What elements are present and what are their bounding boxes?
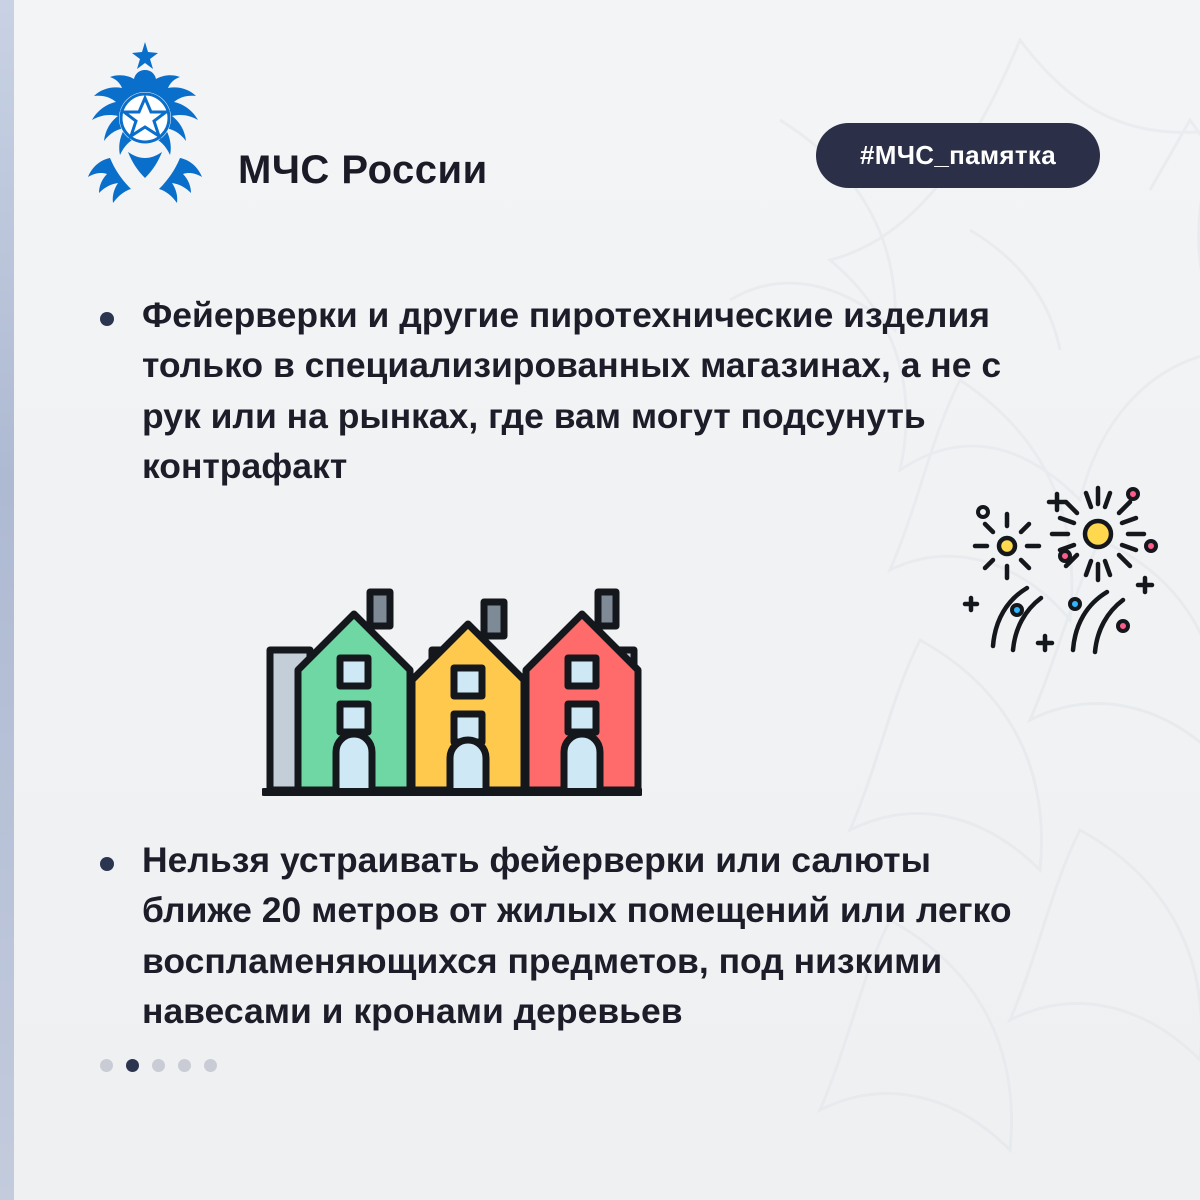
pagination-dot[interactable] — [126, 1059, 139, 1072]
bullet-dot-icon — [100, 857, 114, 871]
header — [60, 30, 1140, 220]
bullet-item-1 — [100, 290, 1060, 492]
hashtag-badge: #МЧС_памятка — [816, 123, 1100, 188]
pagination-dot[interactable] — [100, 1059, 113, 1072]
fireworks-icon — [955, 450, 1180, 675]
pagination-dot[interactable] — [152, 1059, 165, 1072]
emercom-emblem-icon — [80, 40, 210, 215]
houses-row-icon — [262, 562, 642, 812]
pagination-dot[interactable] — [204, 1059, 217, 1072]
bullet-text-1: Фейерверки и другие пиротехнические изделия только в специализированных магазинах, а не с рук или на рынках, где вам могут подсунуть контрафакт — [142, 295, 1002, 487]
pagination-dot[interactable] — [178, 1059, 191, 1072]
bullet-item-2 — [100, 835, 1060, 1037]
pagination-dots[interactable] — [100, 1059, 217, 1072]
bullet-dot-icon — [100, 312, 114, 326]
bullet-text-2: Нельзя устраивать фейерверки или салюты ближе 20 метров от жилых помещений или легко воспламеняющихся предметов, под низкими навесами и кронами деревьев — [142, 840, 1012, 1032]
left-accent-stripe — [0, 0, 14, 1200]
page-title: МЧС России — [238, 148, 488, 192]
